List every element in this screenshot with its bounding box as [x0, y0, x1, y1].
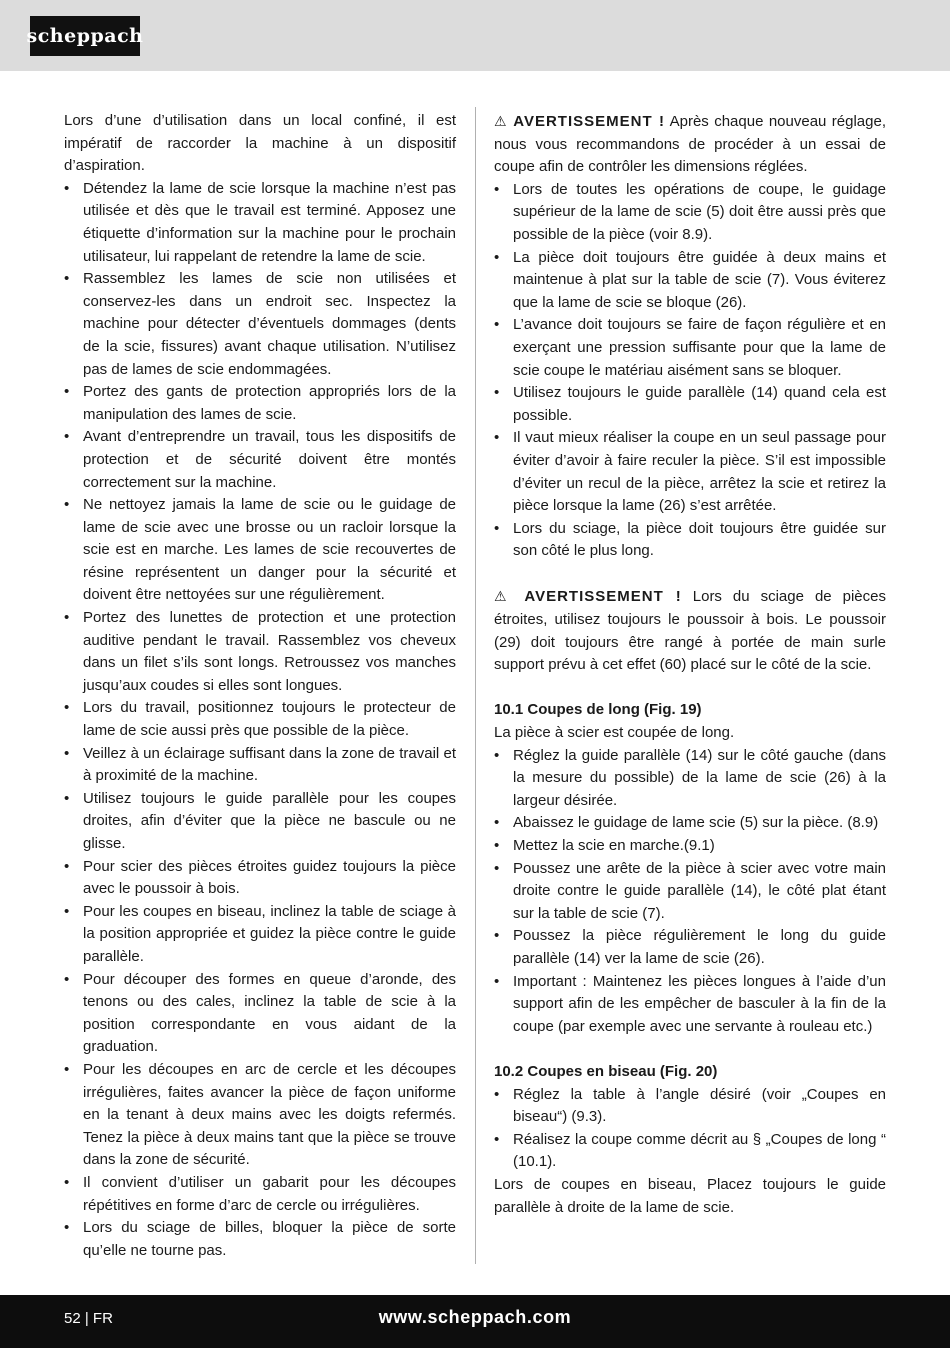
bullet-icon: • [64, 1060, 70, 1078]
bullet-icon: • [494, 180, 500, 198]
section-bullet-list [494, 745, 886, 1039]
bullet-icon: • [64, 857, 70, 875]
bullet-icon: • [494, 814, 500, 832]
spacer [494, 563, 886, 586]
section-heading: 10.2 Coupes en biseau (Fig. 20) [494, 1062, 718, 1080]
section-bullet-list [494, 1084, 886, 1174]
bullet-icon: • [64, 902, 70, 920]
section-outro: Lors de coupes en biseau, Placez toujours le guide parallèle à droite de la lame de scie. [494, 1175, 886, 1216]
list-item: • Lors de toutes les opérations de coupe, le guidage supérieur de la lame de scie (5) doit être aussi près que possible de la pièce (voir 8.9). [494, 180, 886, 243]
bullet-icon: • [494, 429, 500, 447]
bullet-icon: • [494, 316, 500, 334]
list-item: • Portez des lunettes de protection et une protection auditive pendant le travail. Rassemblez vos cheveux dans un filet s’ils sont longs. Retroussez vos manches jusqu’aux coudes si elles sont longues. [64, 609, 456, 694]
list-item: • Détendez la lame de scie lorsque la machine n’est pas utilisée et dès que le travail est terminé. Apposez une étiquette d’information sur la machine pour le prochain utilisateur, lui rappelant de retendre la lame de scie. [64, 179, 456, 265]
warning-icon: ⚠ [494, 113, 508, 129]
list-item: • Pour découper des formes en queue d’aronde, des tenons ou des cales, inclinez la table de scie à la position correspondante en vous aidant de la graduation. [64, 970, 456, 1056]
bullet-icon: • [64, 1219, 70, 1237]
list-item: • Portez des gants de protection appropriés lors de la manipulation des lames de scie. [64, 383, 456, 423]
bullet-icon: • [494, 859, 500, 877]
bullet-icon: • [494, 927, 500, 945]
spacer [494, 1038, 886, 1061]
list-item: • Abaissez le guidage de lame scie (5) sur la pièce. (8.9) [494, 812, 886, 835]
list-item: • Veillez à un éclairage suffisant dans la zone de travail et à proximité de la machine. [64, 744, 456, 785]
list-item: • Pour scier des pièces étroites guidez toujours la pièce avec le poussoir à bois. [64, 857, 456, 898]
bullet-icon: • [64, 744, 70, 762]
list-item: • Utilisez toujours le guide parallèle (14) quand cela est possible. [494, 384, 886, 424]
list-item: • Réglez la table à l’angle désiré (voir „Coupes en biseau“) (9.3). [494, 1085, 886, 1126]
safety-bullet-list [64, 178, 456, 1263]
footer-bar [0, 1295, 950, 1348]
bullet-icon: • [64, 1173, 70, 1191]
bullet-icon: • [64, 383, 70, 401]
warning-label: AVERTISSEMENT ! [513, 113, 666, 130]
list-item: • L’avance doit toujours se faire de façon régulière et en exerçant une pression suffisante pour que la lame de scie coupe le matériau aisément sans se bloquer. [494, 316, 886, 379]
bullet-icon: • [64, 270, 70, 288]
bullet-icon: • [64, 609, 70, 627]
list-item: • Poussez une arête de la pièce à scier avec votre main droite contre le guide parallèle (14), le côté plat étant sur la table de scie (7). [494, 859, 886, 922]
bullet-icon: • [494, 519, 500, 537]
bullet-icon: • [494, 248, 500, 266]
list-item: • Pour les coupes en biseau, inclinez la table de sciage à la position appropriée et guidez la pièce contre le guide parallèle. [64, 902, 456, 965]
spacer [494, 677, 886, 700]
bullet-icon: • [494, 837, 500, 854]
website-url: www.scheppach.com [378, 1307, 572, 1327]
list-item: • Avant d’entreprendre un travail, tous les dispositifs de protection et de sécurité doivent être montés correctement sur la machine. [64, 428, 456, 491]
bullet-icon: • [64, 496, 70, 514]
brand-logo: scheppach [30, 16, 140, 56]
list-item: • Utilisez toujours le guide parallèle pour les coupes droites, afin d’éviter que la pièce ne bascule ou ne glisse. [64, 789, 456, 852]
bullet-icon: • [494, 1130, 500, 1148]
warning-paragraph [494, 585, 886, 676]
left-column [64, 110, 456, 1262]
header-band [0, 0, 950, 71]
list-item: • Ne nettoyez jamais la lame de scie ou le guidage de lame de scie avec une brosse ou un racloir lorsque la scie est en marche. Les lames de scie recouvertes de résine représentent un danger pour la sécurité et doivent être nettoyées sur une régulièrement. [64, 496, 456, 604]
list-item: • Lors du sciage de billes, bloquer la pièce de sorte qu’elle ne tourne pas. [64, 1219, 456, 1259]
bullet-icon: • [494, 972, 500, 990]
list-item: • Réalisez la coupe comme décrit au § „Coupes de long “ (10.1). [494, 1130, 886, 1171]
intro-paragraph: Lors d’une d’utilisation dans un local confiné, il est impératif de raccorder la machine à un dispositif d’aspiration. [64, 112, 456, 175]
cutting-bullet-list [494, 179, 886, 563]
list-item: • La pièce doit toujours être guidée à deux mains et maintenue à plat sur la table de scie (7). Vous éviterez que la lame de scie se bloque (26). [494, 248, 886, 311]
page-number: 52 | FR [64, 1310, 113, 1327]
warning-icon: ⚠ [494, 588, 514, 605]
bullet-icon: • [64, 970, 70, 988]
list-item: • Lors du sciage, la pièce doit toujours être guidée sur son côté le plus long. [494, 519, 886, 560]
bullet-icon: • [64, 699, 70, 717]
warning-text: Après chaque nouveau réglage, nous vous recommandons de procéder à un essai de coupe afin de contrôler les dimensions réglées. [494, 113, 886, 176]
list-item: • Rassemblez les lames de scie non utilisées et conservez-les dans un endroit sec. Inspectez la machine pour détecter d’éventuels dommages (dents de la scie, fissures) avant chaque utilisation. N’utilisez pas de lames de scie endommagées. [64, 270, 456, 378]
bullet-icon: • [64, 428, 70, 446]
right-column [494, 110, 886, 1219]
section-intro: La pièce à scier est coupée de long. [494, 724, 735, 742]
list-item: • Il vaut mieux réaliser la coupe en un seul passage pour éviter d’avoir à faire reculer la pièce. S’il est impossible d’éviter un recul de la pièce, arrêtez la scie et retirez la pièce lorsque la lame (26) s’est arrêtée. [494, 429, 886, 515]
bullet-icon: • [494, 1085, 500, 1103]
list-item: • Réglez la guide parallèle (14) sur le côté gauche (dans la mesure du possible) de la lame de scie (26) à la largeur désirée. [494, 746, 886, 809]
bullet-icon: • [64, 179, 70, 197]
list-item: • Il convient d’utiliser un gabarit pour les découpes répétitives en forme d’arc de cercle ou irrégulières. [64, 1173, 456, 1214]
list-item: • Pour les découpes en arc de cercle et les découpes irrégulières, faites avancer la pièce de façon uniforme en la tenant à deux mains avec les doigts refermés. Tenez la pièce à deux mains tant que la pièce se trouve dans la zone de sécurité. [64, 1060, 456, 1169]
list-item: • Lors du travail, positionnez toujours le protecteur de lame de scie aussi près que possible de la pièce. [64, 699, 456, 740]
bullet-icon: • [64, 789, 70, 807]
bullet-icon: • [494, 384, 500, 402]
section-heading: 10.1 Coupes de long (Fig. 19) [494, 701, 702, 719]
bullet-icon: • [494, 746, 500, 764]
warning-label: AVERTISSEMENT ! [524, 588, 682, 606]
column-divider [475, 107, 476, 1264]
list-item: • Important : Maintenez les pièces longues à l’aide d’un support afin de les empêcher de basculer à la fin de la coupe (par exemple avec une servante à rouleau etc.) [494, 972, 886, 1035]
list-item: • Poussez la pièce régulièrement le long du guide parallèle (14) ver la lame de scie (26). [494, 927, 886, 967]
warning-paragraph [494, 110, 886, 179]
warning-text: Lors du sciage de pièces étroites, utilisez toujours le poussoir à bois. Le poussoir (29) doit toujours être rangé à portée de main surle support prévu à cet effet (60) placé sur le côté de la scie. [494, 588, 886, 674]
list-item: • Mettez la scie en marche.(9.1) [494, 835, 886, 858]
